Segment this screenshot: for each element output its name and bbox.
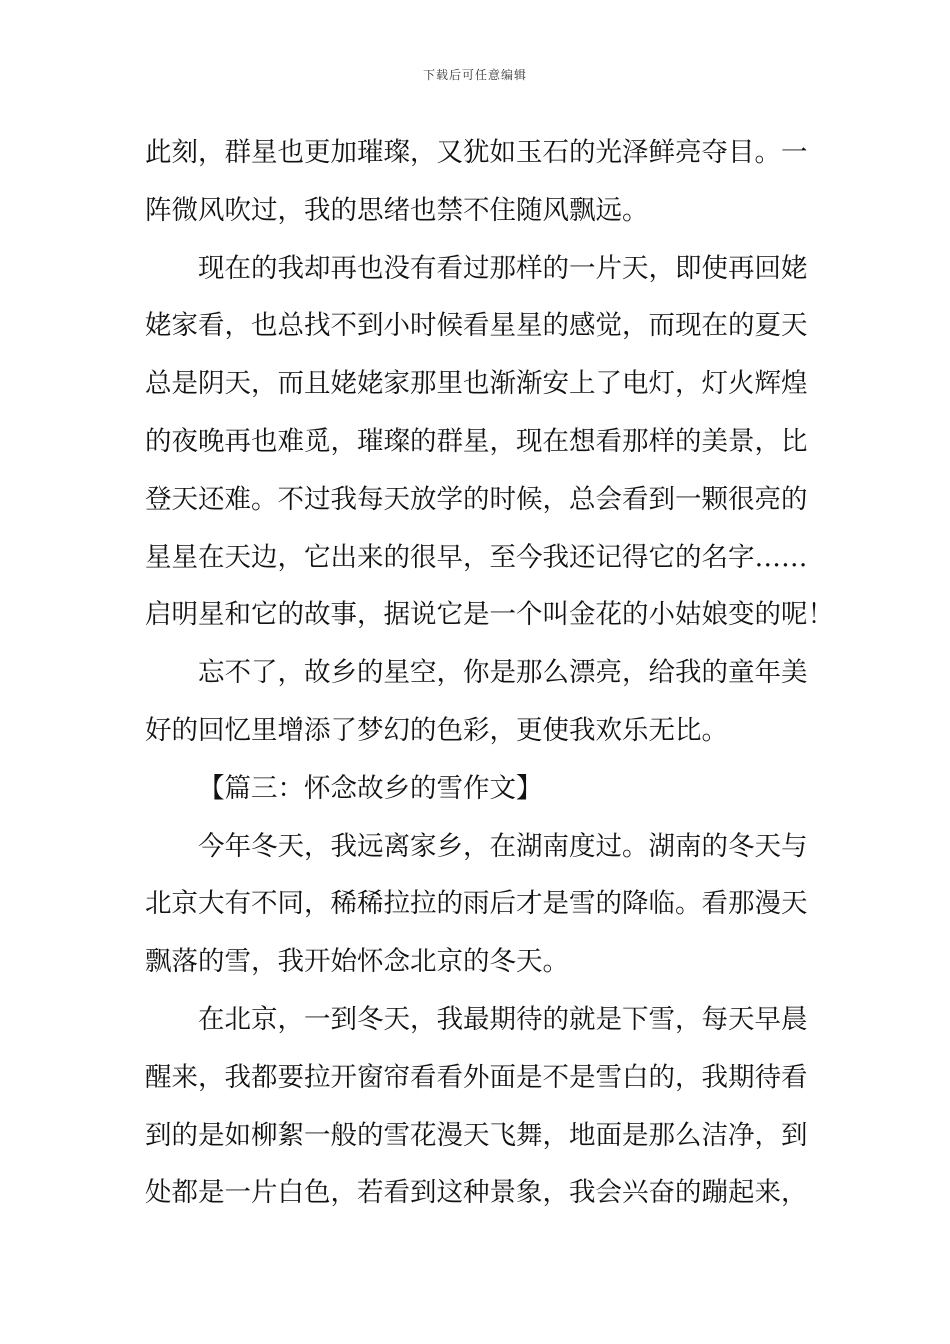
text-line: 飘落的雪，我开始怀念北京的冬天。: [145, 946, 569, 978]
text-line: 的夜晚再也难觅，璀璨的群星，现在想看那样的美景，比: [145, 425, 808, 457]
text-line: 此刻，群星也更加璀璨，又犹如玉石的光泽鲜亮夺目。一: [145, 137, 808, 168]
text-line: 到的是如柳絮一般的雪花漫天飞舞，地面是那么洁净，到: [145, 1119, 808, 1151]
document-body: [145, 124, 834, 1222]
text-line: 登天还难。不过我每天放学的时候，总会看到一颗很亮的: [145, 483, 808, 515]
text-line: 总是阴天，而且姥姥家那里也渐渐安上了电灯，灯火辉煌: [145, 368, 808, 400]
text-line: 忘不了，故乡的星空，你是那么漂亮，给我的童年美: [198, 657, 808, 689]
text-line: 在北京，一到冬天，我最期待的就是下雪，每天早晨: [198, 1003, 808, 1035]
text-line: 好的回忆里增添了梦幻的色彩，更使我欢乐无比。: [145, 714, 728, 746]
text-line: 星星在天边，它出来的很早，至今我还记得它的名字……: [145, 541, 808, 573]
text-line: 北京大有不同，稀稀拉拉的雨后才是雪的降临。看那漫天: [145, 888, 808, 920]
text-line: 【篇三：怀念故乡的雪作文】: [198, 772, 543, 804]
text-line: 启明星和它的故事，据说它是一个叫金花的小姑娘变的呢！: [145, 599, 834, 631]
text-line: 醒来，我都要拉开窗帘看看外面是不是雪白的，我期待看: [145, 1061, 808, 1093]
text-line: 今年冬天，我远离家乡，在湖南度过。湖南的冬天与: [198, 830, 808, 862]
page-header: 下载后可任意编辑: [422, 68, 527, 82]
text-line: 处都是一片白色，若看到这种景象，我会兴奋的蹦起来，: [145, 1177, 808, 1209]
text-line: 现在的我却再也没有看过那样的一片天，即使再回姥: [198, 252, 808, 284]
text-line: 姥家看，也总找不到小时候看星星的感觉，而现在的夏天: [145, 310, 808, 342]
text-line: 阵微风吹过，我的思绪也禁不住随风飘远。: [145, 194, 649, 226]
